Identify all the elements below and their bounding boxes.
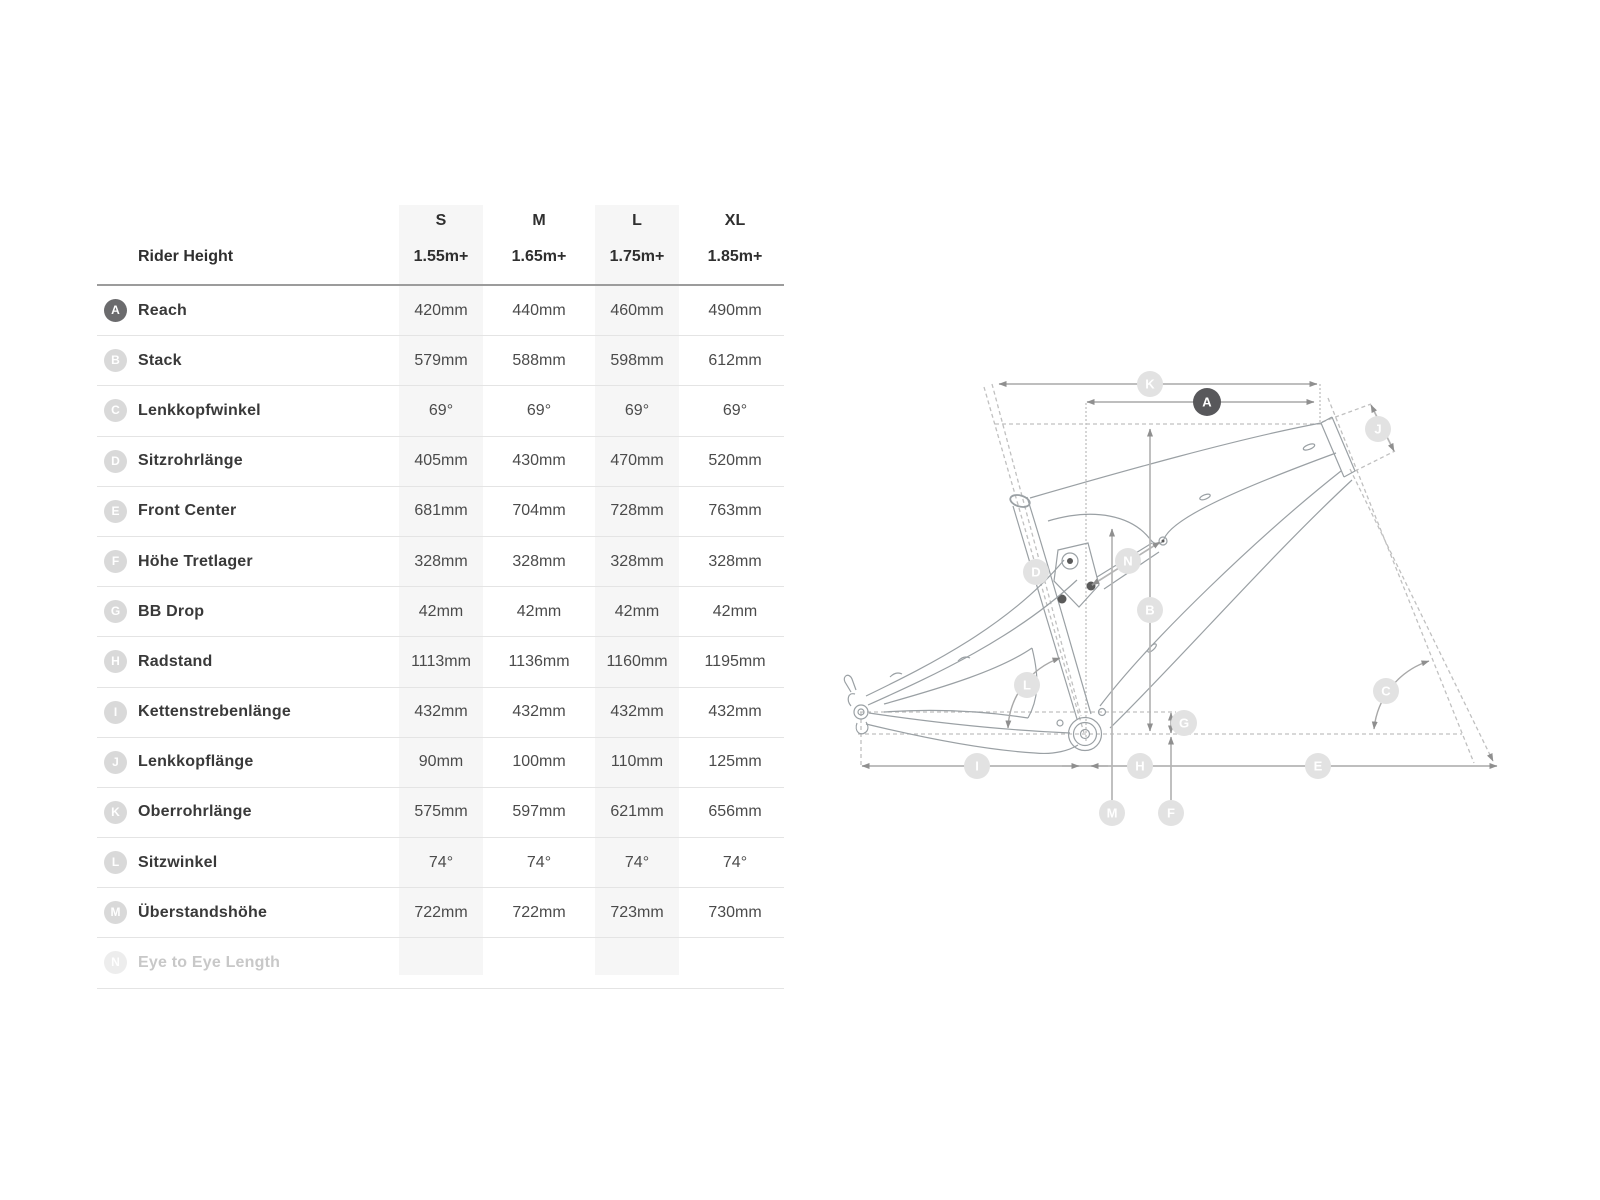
size-header-m: M xyxy=(532,212,546,229)
cell-value: 470mm xyxy=(610,452,664,470)
row-badge-m: M xyxy=(104,901,127,924)
cell-value: 328mm xyxy=(708,552,762,570)
svg-text:B: B xyxy=(1145,602,1155,618)
cell-value xyxy=(489,938,589,987)
cell-value: 598mm xyxy=(610,351,664,369)
rider-height-s: 1.55m+ xyxy=(413,248,469,265)
row-label: Lenkkopflänge xyxy=(138,753,254,771)
svg-text:J: J xyxy=(1374,421,1382,437)
row-label: Oberrohrlänge xyxy=(138,803,252,821)
cell-value: 90mm xyxy=(418,753,464,771)
svg-text:G: G xyxy=(1178,715,1190,731)
cell-value: 575mm xyxy=(414,803,468,821)
svg-text:E: E xyxy=(1313,758,1323,774)
size-header-l: L xyxy=(632,212,642,229)
cell-value: 432mm xyxy=(610,703,664,721)
cell-value: 432mm xyxy=(414,703,468,721)
svg-text:I: I xyxy=(975,758,979,774)
table-row-radstand[interactable] xyxy=(97,637,784,687)
cell-value: 69° xyxy=(722,401,748,419)
cell-value: 405mm xyxy=(414,452,468,470)
cell-value: 723mm xyxy=(610,903,664,921)
cell-value: 1160mm xyxy=(606,652,668,670)
row-badge-h: H xyxy=(104,650,127,673)
diagram-badge-m xyxy=(1099,800,1125,826)
cell-value: 110mm xyxy=(610,753,664,771)
cell-value: 69° xyxy=(624,401,650,419)
bike-geometry-diagram xyxy=(820,350,1520,830)
row-label: Reach xyxy=(138,301,188,319)
svg-text:K: K xyxy=(1145,376,1155,392)
row-label: BB Drop xyxy=(138,602,205,620)
rider-height-label: Rider Height xyxy=(138,248,234,265)
diagram-badge-a xyxy=(1193,388,1221,416)
diagram-badge-i xyxy=(964,753,990,779)
cell-value: 728mm xyxy=(610,502,664,520)
rider-height-l: 1.75m+ xyxy=(609,248,665,265)
rider-height-xl: 1.85m+ xyxy=(707,248,763,265)
diagram-badge-l xyxy=(1014,672,1040,698)
cell-value: 730mm xyxy=(708,903,762,921)
cell-value: 681mm xyxy=(414,502,468,520)
row-badge-a: A xyxy=(104,299,127,322)
cell-value: 74° xyxy=(428,853,454,871)
row-badge-n: N xyxy=(104,951,127,974)
cell-value: 74° xyxy=(624,853,650,871)
cell-value: 42mm xyxy=(418,602,464,620)
diagram-badge-c xyxy=(1373,678,1399,704)
cell-value xyxy=(391,938,491,987)
row-badge-f: F xyxy=(104,550,127,573)
diagram-badge-n xyxy=(1115,548,1141,574)
svg-text:D: D xyxy=(1031,564,1041,580)
diagram-badge-j xyxy=(1365,416,1391,442)
diagram-badge-g xyxy=(1171,710,1197,736)
svg-text:C: C xyxy=(1381,683,1391,699)
cell-value: 42mm xyxy=(516,602,562,620)
size-header-xl: XL xyxy=(724,212,746,229)
cell-value: 1195mm xyxy=(704,652,766,670)
table-row-reach[interactable] xyxy=(97,286,784,336)
diagram-badge-b xyxy=(1137,597,1163,623)
row-label: Kettenstrebenlänge xyxy=(138,703,291,721)
diagram-badge-d xyxy=(1023,559,1049,585)
svg-text:L: L xyxy=(1023,677,1031,693)
cell-value: 432mm xyxy=(708,703,762,721)
svg-text:A: A xyxy=(1202,394,1212,410)
table-row-oberrohrlaenge[interactable] xyxy=(97,788,784,838)
cell-value: 440mm xyxy=(512,301,566,319)
row-badge-l: L xyxy=(104,851,127,874)
cell-value: 125mm xyxy=(708,753,762,771)
diagram-badges xyxy=(964,371,1399,826)
cell-value: 1136mm xyxy=(508,652,570,670)
construction-lines xyxy=(858,384,1493,767)
row-badge-b: B xyxy=(104,349,127,372)
table-row-front-center[interactable] xyxy=(97,487,784,537)
cell-value: 597mm xyxy=(512,803,566,821)
cell-value: 612mm xyxy=(708,351,762,369)
cell-value: 704mm xyxy=(512,502,566,520)
cell-value: 579mm xyxy=(414,351,468,369)
table-row-hoehe-tretlager[interactable] xyxy=(97,537,784,587)
row-label: Front Center xyxy=(138,502,237,520)
cell-value: 432mm xyxy=(512,703,566,721)
row-badge-g: G xyxy=(104,600,127,623)
table-row-lenkkopflaenge[interactable] xyxy=(97,738,784,788)
svg-text:M: M xyxy=(1106,805,1118,821)
row-label: Eye to Eye Length xyxy=(138,954,281,972)
cell-value: 1113mm xyxy=(411,652,471,670)
row-label: Sitzrohrlänge xyxy=(138,452,243,470)
svg-text:H: H xyxy=(1135,758,1145,774)
table-row-stack[interactable] xyxy=(97,336,784,386)
cell-value: 656mm xyxy=(708,803,762,821)
row-label: Sitzwinkel xyxy=(138,853,218,871)
diagram-badge-e xyxy=(1305,753,1331,779)
svg-text:N: N xyxy=(1123,553,1133,569)
row-badge-j: J xyxy=(104,751,127,774)
cell-value: 69° xyxy=(526,401,552,419)
table-body xyxy=(97,284,784,989)
diagram-badge-k xyxy=(1137,371,1163,397)
table-row-sitzwinkel[interactable] xyxy=(97,838,784,888)
table-row-ueberstandshoehe[interactable] xyxy=(97,888,784,938)
table-row-lenkkopfwinkel[interactable] xyxy=(97,386,784,436)
cell-value: 490mm xyxy=(708,301,762,319)
cell-value: 722mm xyxy=(512,903,566,921)
cell-value: 74° xyxy=(722,853,748,871)
cell-value: 722mm xyxy=(414,903,468,921)
table-row-sitzrohrlaenge[interactable] xyxy=(97,437,784,487)
cell-value xyxy=(685,938,785,987)
row-label: Radstand xyxy=(138,652,213,670)
cell-value xyxy=(587,938,687,987)
cell-value: 69° xyxy=(428,401,454,419)
row-label: Stack xyxy=(138,351,182,369)
cell-value: 621mm xyxy=(610,803,664,821)
cell-value: 100mm xyxy=(512,753,566,771)
geometry-table xyxy=(97,200,784,976)
diagram-badge-f xyxy=(1158,800,1184,826)
table-row-eye-to-eye[interactable] xyxy=(97,938,784,988)
table-row-bb-drop[interactable] xyxy=(97,587,784,637)
cell-value: 42mm xyxy=(614,602,660,620)
cell-value: 328mm xyxy=(610,552,664,570)
diagram-badge-h xyxy=(1127,753,1153,779)
row-badge-e: E xyxy=(104,500,127,523)
cell-value: 430mm xyxy=(512,452,566,470)
dimension-lines xyxy=(862,384,1497,800)
table-row-kettenstrebenlaenge[interactable] xyxy=(97,688,784,738)
cell-value: 328mm xyxy=(512,552,566,570)
size-header-s: S xyxy=(435,212,447,229)
row-badge-k: K xyxy=(104,801,127,824)
cell-value: 42mm xyxy=(712,602,758,620)
svg-text:F: F xyxy=(1167,805,1175,821)
row-badge-i: I xyxy=(104,701,127,724)
cell-value: 763mm xyxy=(708,502,762,520)
cell-value: 420mm xyxy=(414,301,468,319)
cell-value: 460mm xyxy=(610,301,664,319)
frame-outline xyxy=(844,417,1355,753)
cell-value: 74° xyxy=(526,853,552,871)
cell-value: 328mm xyxy=(414,552,468,570)
row-label: Überstandshöhe xyxy=(138,903,268,921)
rider-height-m: 1.65m+ xyxy=(511,248,567,265)
row-badge-d: D xyxy=(104,450,127,473)
row-badge-c: C xyxy=(104,399,127,422)
cell-value: 588mm xyxy=(512,351,566,369)
row-label: Lenkkopfwinkel xyxy=(138,401,261,419)
cell-value: 520mm xyxy=(708,452,762,470)
row-label: Höhe Tretlager xyxy=(138,552,253,570)
